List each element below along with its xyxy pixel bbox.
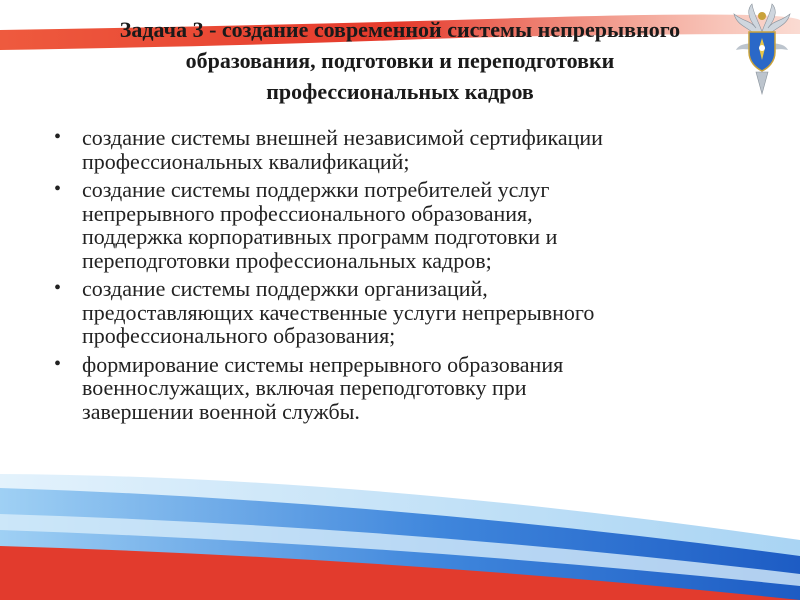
bullet-text-line: непрерывного профессионального образования, bbox=[82, 200, 533, 226]
bullet-dot-icon: • bbox=[54, 126, 62, 148]
bullet-text-line: завершении военной службы. bbox=[82, 398, 360, 424]
bullet-text-line: предоставляющих качественные услуги непрерывного bbox=[82, 299, 595, 325]
slide-title-line: профессиональных кадров bbox=[266, 79, 534, 104]
bullet-text-line: формирование системы непрерывного образования bbox=[82, 351, 564, 377]
bullet-text-line: военнослужащих, включая переподготовку при bbox=[82, 375, 527, 400]
bullet-item bbox=[48, 126, 738, 173]
bullet-text-line: профессионального образования; bbox=[82, 323, 396, 348]
bullet-dot-icon: • bbox=[54, 277, 62, 299]
bullet-item bbox=[48, 353, 738, 424]
slide-title bbox=[40, 14, 760, 107]
bullet-text-line: создание системы внешней независимой сертификации bbox=[82, 125, 603, 150]
slide-title-line: Задача 3 - создание современной системы непрерывного bbox=[119, 17, 681, 42]
bullet-text-line: переподготовки профессиональных кадров; bbox=[82, 247, 492, 273]
bullet-item bbox=[48, 178, 738, 272]
bullet-dot-icon: • bbox=[54, 178, 62, 200]
bullet-text-line: профессиональных квалификаций; bbox=[82, 148, 410, 174]
bullet-text-line: создание системы поддержки потребителей услуг bbox=[82, 177, 550, 202]
bullet-list bbox=[48, 126, 738, 428]
bullet-item bbox=[48, 277, 738, 348]
slide-title-line: образования, подготовки и переподготовки bbox=[185, 48, 615, 73]
bullet-text-line: создание системы поддержки организаций, bbox=[82, 276, 488, 301]
bullet-dot-icon: • bbox=[54, 352, 62, 375]
bullet-text-line: поддержка корпоративных программ подготовки и bbox=[82, 224, 558, 249]
